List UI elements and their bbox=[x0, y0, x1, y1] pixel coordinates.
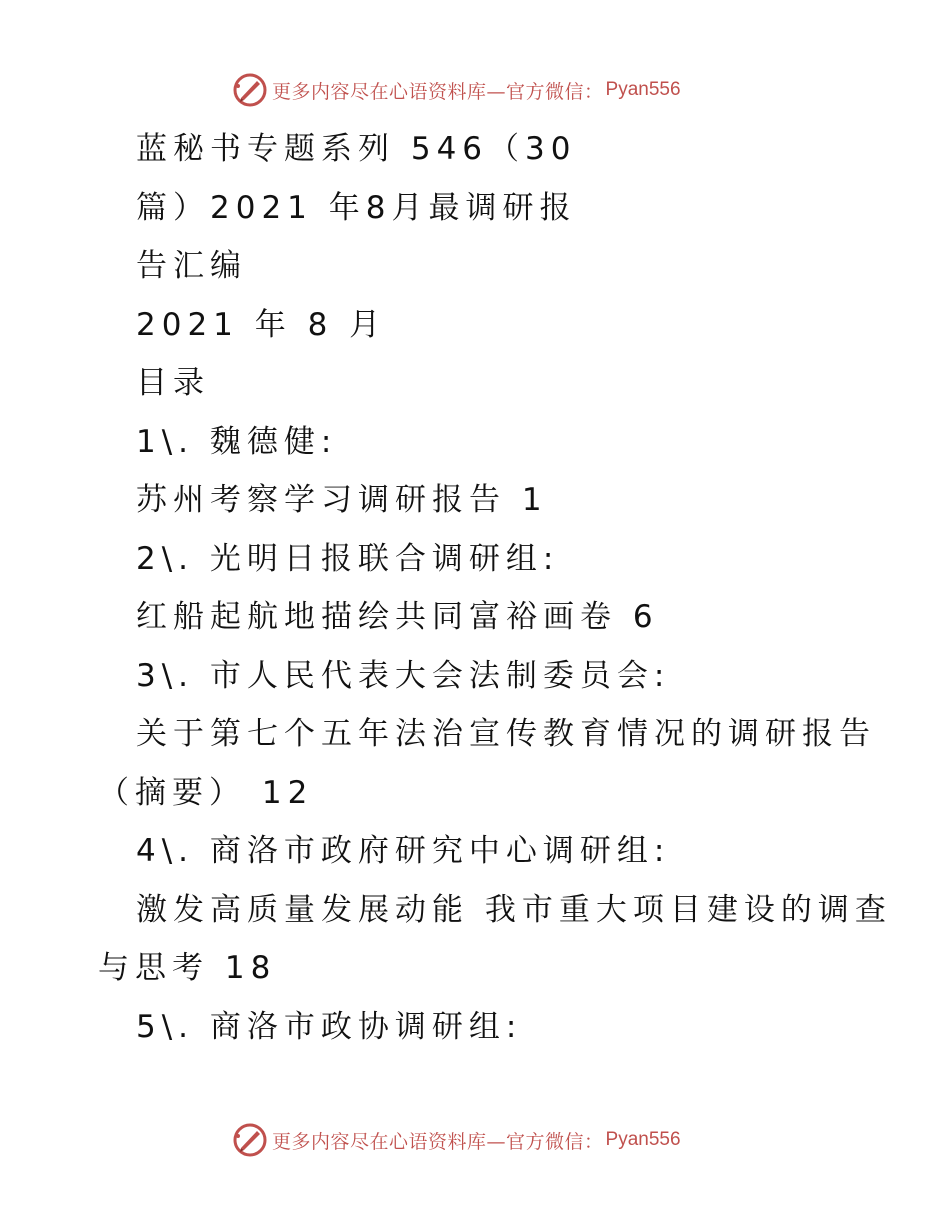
toc-entry-author: 3\. 市人民代表大会法制委员会: bbox=[136, 657, 671, 694]
text-line: 蓝秘书专题系列 546（30 bbox=[136, 131, 577, 167]
text-line: 篇）2021 年8月最调研报 bbox=[136, 189, 577, 226]
toc-entry-title-continued: （摘要） 12 bbox=[98, 774, 314, 811]
pen-circle-logo-icon bbox=[232, 1122, 268, 1158]
header-watermark bbox=[232, 72, 681, 108]
toc-entry-author: 2\. 光明日报联合调研组: bbox=[136, 540, 560, 577]
document-body bbox=[98, 120, 892, 1056]
watermark-text: 更多内容尽在心语资料库—官方微信： bbox=[272, 80, 604, 103]
toc-entry-title: 红船起航地描绘共同富裕画卷 6 bbox=[136, 599, 659, 635]
pen-circle-logo-icon bbox=[232, 72, 268, 108]
toc-entry-title: 关于第七个五年法治宣传教育情况的调研报告 bbox=[136, 716, 876, 752]
toc-entry-title-continued: 与思考 18 bbox=[98, 950, 277, 986]
text-line: 告汇编 bbox=[136, 248, 247, 284]
toc-entry-author: 1\. 魏德健: bbox=[136, 423, 338, 460]
watermark-text: 更多内容尽在心语资料库—官方微信： bbox=[272, 1130, 604, 1153]
watermark-wechat-id: Pyan556 bbox=[605, 79, 681, 100]
watermark-wechat-id: Pyan556 bbox=[605, 1129, 681, 1150]
footer-watermark bbox=[232, 1122, 681, 1158]
toc-heading: 目录 bbox=[136, 365, 210, 401]
toc-entry-title: 苏州考察学习调研报告 1 bbox=[136, 482, 548, 518]
text-line: 2021 年 8 月 bbox=[136, 306, 387, 343]
toc-entry-author: 5\. 商洛市政协调研组: bbox=[136, 1008, 523, 1045]
toc-entry-title: 激发高质量发展动能 我市重大项目建设的调查 bbox=[136, 891, 892, 928]
toc-entry-author: 4\. 商洛市政府研究中心调研组: bbox=[136, 833, 671, 869]
